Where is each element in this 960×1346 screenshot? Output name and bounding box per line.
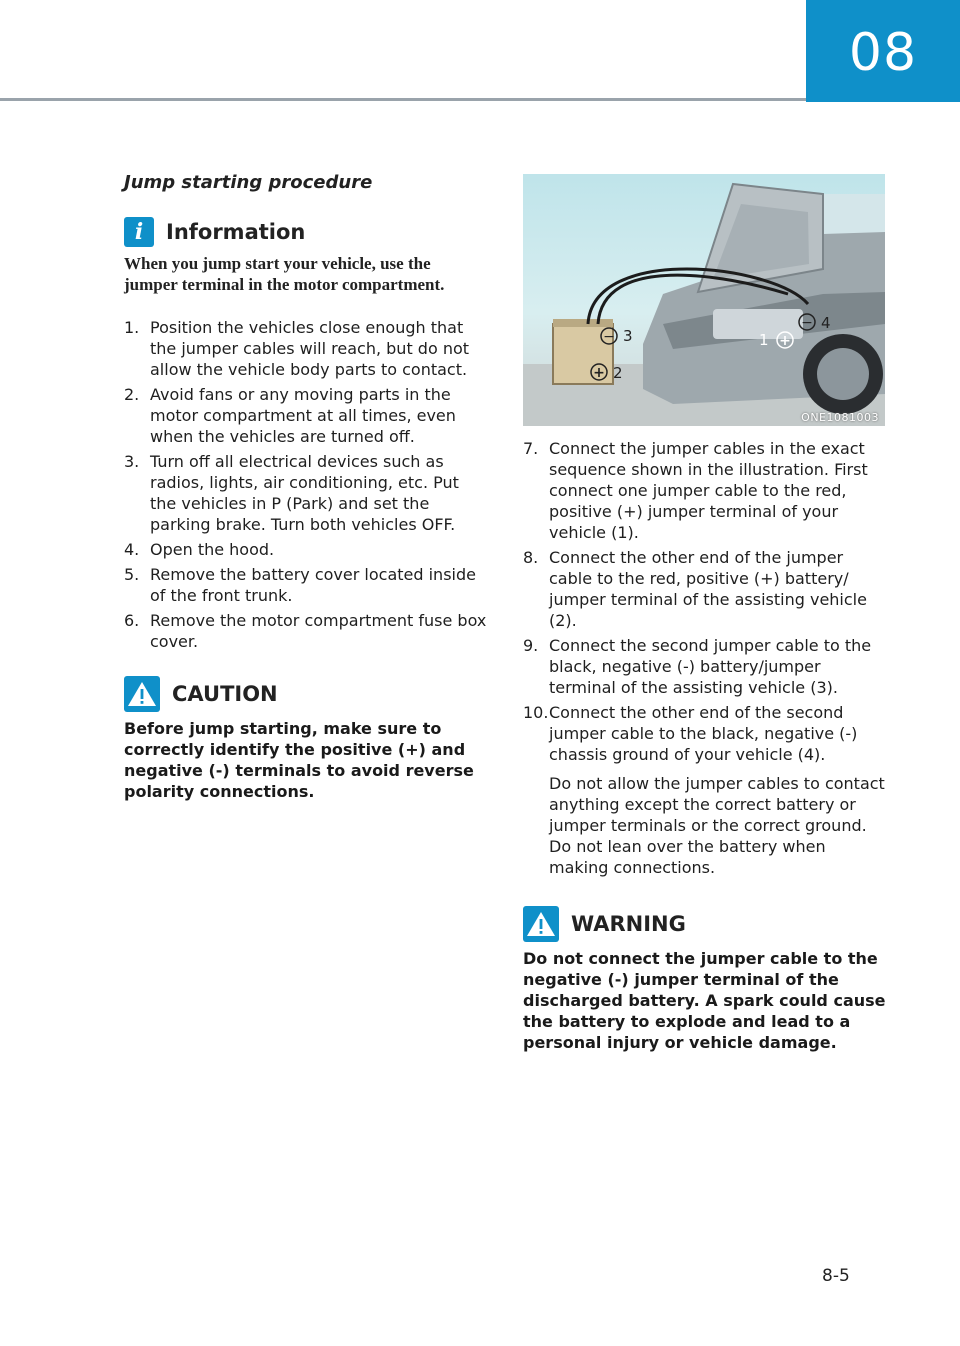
warning-title: WARNING: [571, 912, 686, 936]
step-text: Turn off all electrical devices such as radios, lights, air conditioning, etc. Put the vehicles in P (Park) and set the parking brake. Turn both vehicles OFF.: [150, 452, 459, 534]
information-text: When you jump start your vehicle, use the jumper terminal in the motor compartment.: [124, 254, 445, 294]
svg-text:3: 3: [623, 327, 633, 345]
warning-header: [523, 906, 887, 942]
left-column: [124, 172, 488, 818]
chapter-tab: 08: [806, 0, 960, 102]
step-text: Connect the other end of the second jumper cable to the black, negative (-) chassis ground of your vehicle (4).: [549, 703, 858, 764]
information-title: Information: [166, 220, 306, 244]
step-number: 7.: [523, 439, 539, 458]
step-item: [124, 610, 488, 652]
info-icon: i: [124, 217, 154, 247]
information-header: [124, 217, 488, 247]
svg-text:4: 4: [821, 314, 831, 332]
step-text: Open the hood.: [150, 540, 275, 559]
svg-text:+: +: [593, 365, 605, 381]
step-number: 3.: [124, 452, 140, 471]
jump-start-illustration: [523, 174, 885, 426]
step-text: Connect the jumper cables in the exact sequence shown in the illustration. First connect one jumper cable to the red, positive (+) jumper terminal of your vehicle (1).: [549, 439, 868, 542]
illustration-graphic: [523, 174, 885, 426]
step-number: 10.: [523, 703, 549, 722]
warning-text: Do not connect the jumper cable to the negative (-) jumper terminal of the discharged battery. A spark could cause the battery to explode and lead to a personal injury or vehicle damage.: [523, 949, 886, 1052]
warning-box: [523, 906, 887, 1053]
step-number: 4.: [124, 540, 140, 559]
steps-list-left: [124, 317, 488, 652]
battery-top: [553, 319, 613, 327]
svg-text:+: +: [779, 333, 791, 349]
step-item: [523, 438, 887, 543]
step-10-note: Do not allow the jumper cables to contact anything except the correct battery or jumper terminals or the correct ground. Do not lean over the battery when making connections.: [549, 774, 885, 877]
step-number: 6.: [124, 611, 140, 630]
wheel-rim: [817, 348, 869, 400]
step-text: Remove the battery cover located inside of the front trunk.: [150, 565, 476, 605]
caution-box: [124, 676, 488, 802]
figure-code: ONE1081003: [801, 411, 879, 424]
page-number: 8-5: [822, 1266, 850, 1286]
step-item: [124, 564, 488, 606]
label-minus-3: [601, 327, 633, 345]
header-rule: [0, 98, 806, 101]
right-column: [523, 174, 887, 1069]
caution-header: [124, 676, 488, 712]
step-text: Connect the other end of the jumper cable to the red, positive (+) battery/ jumper terminal of the assisting vehicle (2).: [549, 548, 867, 630]
step-item: [523, 702, 887, 765]
step-item: [523, 547, 887, 631]
section-title: Jump starting procedure: [124, 172, 373, 193]
step-number: 8.: [523, 548, 539, 567]
caution-warning-triangle-icon: [124, 676, 160, 712]
step-number: 2.: [124, 385, 140, 404]
step-item: [523, 635, 887, 698]
step-number: 5.: [124, 565, 140, 584]
svg-text:−: −: [603, 329, 615, 345]
step-number: 9.: [523, 636, 539, 655]
step-item: [124, 384, 488, 447]
steps-list-right: [523, 438, 887, 765]
step-text: Connect the second jumper cable to the black, negative (-) battery/jumper terminal of the assisting vehicle (3).: [549, 636, 872, 697]
step-text: Position the vehicles close enough that the jumper cables will reach, but do not allow the vehicle body parts to contact.: [150, 318, 470, 379]
step-item: [124, 451, 488, 535]
svg-text:2: 2: [613, 364, 623, 382]
warning-triangle-icon: [523, 906, 559, 942]
information-box: [124, 217, 488, 295]
caution-title: CAUTION: [172, 682, 278, 706]
step-text: Avoid fans or any moving parts in the motor compartment at all times, even when the vehicles are turned off.: [150, 385, 456, 446]
svg-text:1: 1: [759, 331, 769, 349]
step-item: [124, 317, 488, 380]
svg-text:−: −: [801, 315, 813, 331]
caution-text: Before jump starting, make sure to correctly identify the positive (+) and negative (-) terminals to avoid reverse polarity connections.: [124, 719, 474, 801]
step-text: Remove the motor compartment fuse box cover.: [150, 611, 487, 651]
step-item: [124, 539, 488, 560]
step-number: 1.: [124, 318, 140, 337]
